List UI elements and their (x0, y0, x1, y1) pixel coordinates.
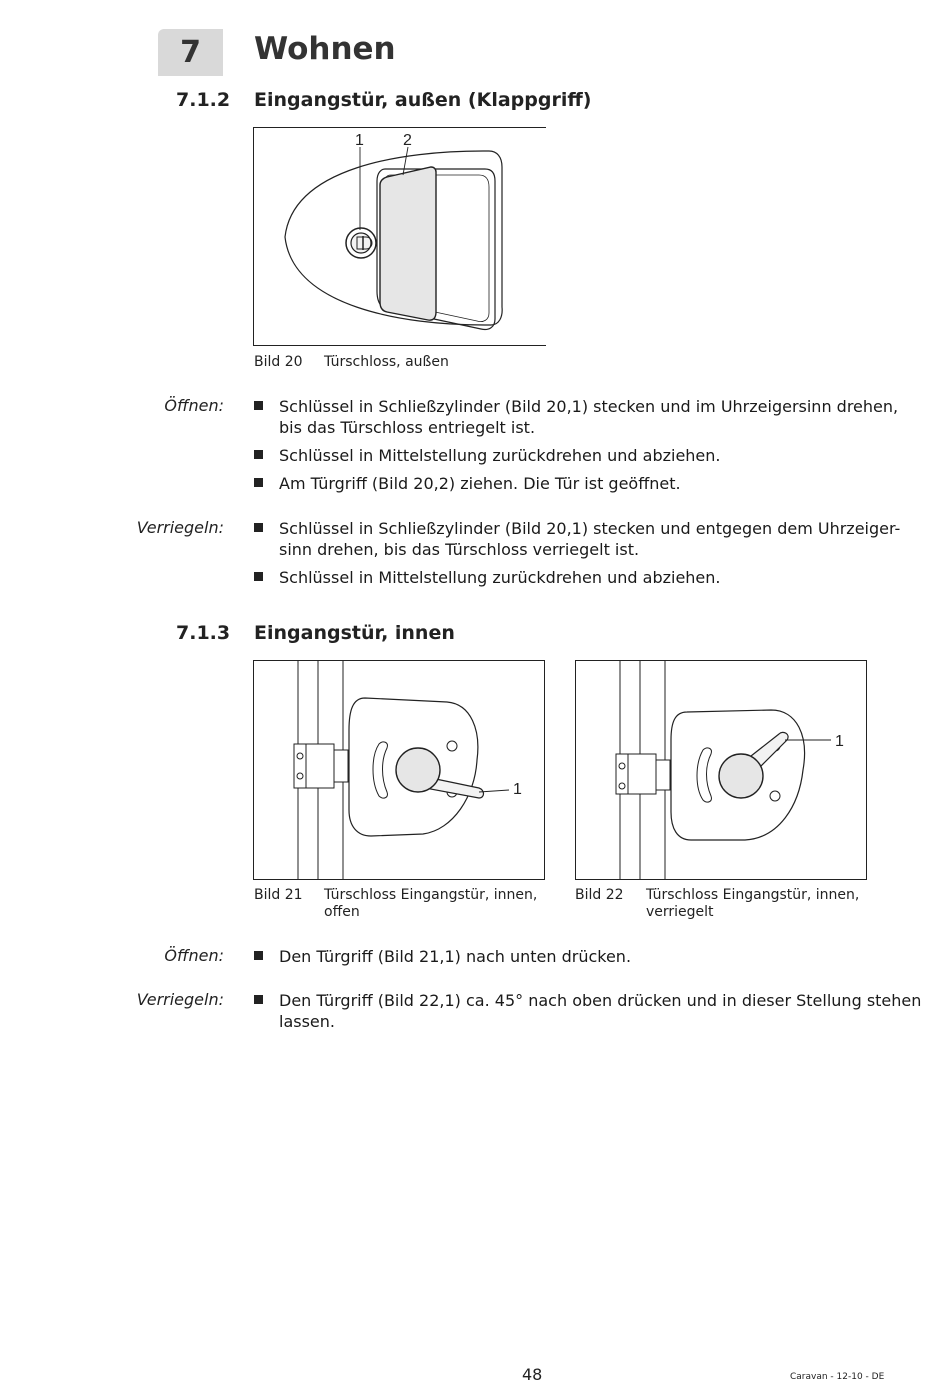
bullet-text: Am Türgriff (Bild 20,2) ziehen. Die Tür ist geöffnet. (279, 474, 681, 493)
label-lock: Verriegeln: (136, 518, 224, 537)
label-open: Öffnen: (164, 946, 224, 965)
bullet-text: Schlüssel in Schließzylinder (Bild 20,1) stecken und entgegen dem Uhrzeiger- (279, 519, 901, 538)
document-id: Caravan - 12-10 - DE (790, 1372, 885, 1382)
page-number: 48 (522, 1365, 543, 1384)
bullet-marker (254, 572, 263, 581)
figure-21-caption: Türschloss Eingangstür, innen, (324, 887, 538, 903)
figure-21-interior-lock-open (253, 660, 545, 880)
bullet-text: bis das Türschloss entriegelt ist. (279, 418, 536, 437)
label-lock: Verriegeln: (136, 990, 224, 1009)
callout-1: 1 (355, 132, 364, 149)
bullet-marker (254, 523, 263, 532)
section-title: Eingangstür, innen (254, 622, 455, 644)
bullet-text: Schlüssel in Mittelstellung zurückdrehen und abziehen. (279, 568, 721, 587)
figure-22-interior-lock-locked (575, 660, 867, 880)
callout-1: 1 (513, 781, 522, 798)
bullet-text: sinn drehen, bis das Türschloss verriegelt ist. (279, 540, 640, 559)
bullet-text: Den Türgriff (Bild 22,1) ca. 45° nach oben drücken und in dieser Stellung stehen (279, 991, 922, 1010)
figure-22-caption: Türschloss Eingangstür, innen, (646, 887, 860, 903)
section-number: 7.1.3 (176, 622, 231, 644)
callout-2: 2 (403, 132, 412, 149)
chapter-number-tab: 7 (158, 29, 223, 76)
bullet-marker (254, 401, 263, 410)
callout-1: 1 (835, 733, 844, 750)
figure-22-label: Bild 22 (575, 887, 624, 903)
bullet-text: Schlüssel in Mittelstellung zurückdrehen und abziehen. (279, 446, 721, 465)
bullet-text: lassen. (279, 1012, 335, 1031)
section-title: Eingangstür, außen (Klappgriff) (254, 89, 592, 111)
bullet-marker (254, 478, 263, 487)
section-number: 7.1.2 (176, 89, 231, 111)
figure-20-exterior-lock (253, 127, 546, 347)
bullet-text: Schlüssel in Schließzylinder (Bild 20,1) stecken und im Uhrzeigersinn drehen, (279, 397, 899, 416)
bullet-marker (254, 450, 263, 459)
figure-21-caption: offen (324, 904, 360, 920)
bullet-text: Den Türgriff (Bild 21,1) nach unten drücken. (279, 947, 632, 966)
figure-22-caption: verriegelt (646, 904, 714, 920)
bullet-marker (254, 995, 263, 1004)
bullet-marker (254, 951, 263, 960)
figure-20-caption: Türschloss, außen (324, 354, 449, 370)
figure-21-label: Bild 21 (254, 887, 303, 903)
figure-20-label: Bild 20 (254, 354, 303, 370)
label-open: Öffnen: (164, 396, 224, 415)
chapter-title: Wohnen (254, 31, 396, 67)
